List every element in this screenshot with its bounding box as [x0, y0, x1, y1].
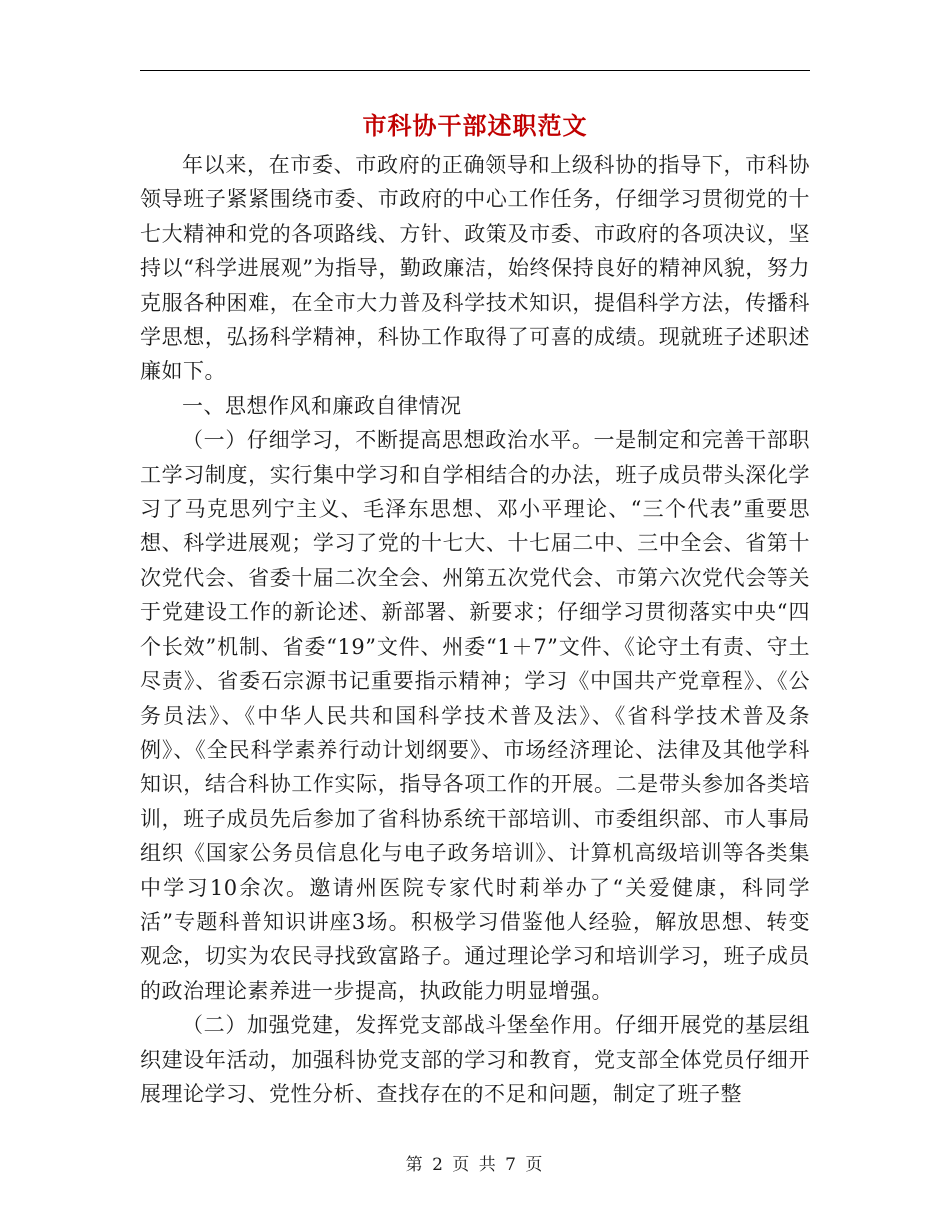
page-number-footer: 第 2 页 共 7 页: [405, 1155, 545, 1175]
paragraph-intro: 年以来，在市委、市政府的正确领导和上级科协的指导下，市科协领导班子紧紧围绕市委、市政府的中心工作任务，仔细学习贯彻党的十七大精神和党的各项路线、方针、政策及市委、市政府的各项决议，坚持以“科学进展观”为指导，勤政廉洁，始终保持良好的精神风貌，努力克服各种困难，在全市大力普及科学技术知识，提倡科学方法，传播科学思想，弘扬科学精神，科协工作取得了可喜的成绩。现就班子述职述廉如下。: [140, 153, 810, 384]
document-body: [140, 148, 810, 1111]
section-heading-1: 一、思想作风和廉政自律情况: [182, 393, 462, 418]
paragraph-study: （一）仔细学习，不断提高思想政治水平。一是制定和完善干部职工学习制度，实行集中学习和自学相结合的办法，班子成员带头深化学习了马克思列宁主义、毛泽东思想、邓小平理论、“三个代表”重要思想、科学进展观；学习了党的十七大、十七届二中、三中全会、省第十次党代会、省委十届二次全会、州第五次党代会、市第六次党代会等关于党建设工作的新论述、新部署、新要求；仔细学习贯彻落实中央“四个长效”机制、省委“19”文件、州委“1＋7”文件、《论守土有责、守土尽责》、省委石宗源书记重要指示精神；学习《中国共产党章程》、《公务员法》、《中华人民共和国科学技术普及法》、《省科学技术普及条例》、《全民科学素养行动计划纲要》、市场经济理论、法律及其他学科知识，结合科协工作实际，指导各项工作的开展。二是带头参加各类培训，班子成员先后参加了省科协系统干部培训、市委组织部、市人事局组织《国家公务员信息化与电子政务培训》、计算机高级培训等各类集中学习10余次。邀请州医院专家代时莉举办了“关爱健康，科同学活”专题科普知识讲座3场。积极学习借鉴他人经验，解放思想、转变观念，切实为农民寻找致富路子。通过理论学习和培训学习，班子成员的政治理论素养进一步提高，执政能力明显增强。: [140, 428, 810, 1003]
header-rule: [140, 70, 810, 71]
paragraph-party-building: （二）加强党建，发挥党支部战斗堡垒作用。仔细开展党的基层组织建设年活动，加强科协党支部的学习和教育，党支部全体党员仔细开展理论学习、党性分析、查找存在的不足和问题，制定了班子整: [140, 1013, 810, 1106]
document-title: 市科协干部述职范文: [362, 111, 588, 140]
